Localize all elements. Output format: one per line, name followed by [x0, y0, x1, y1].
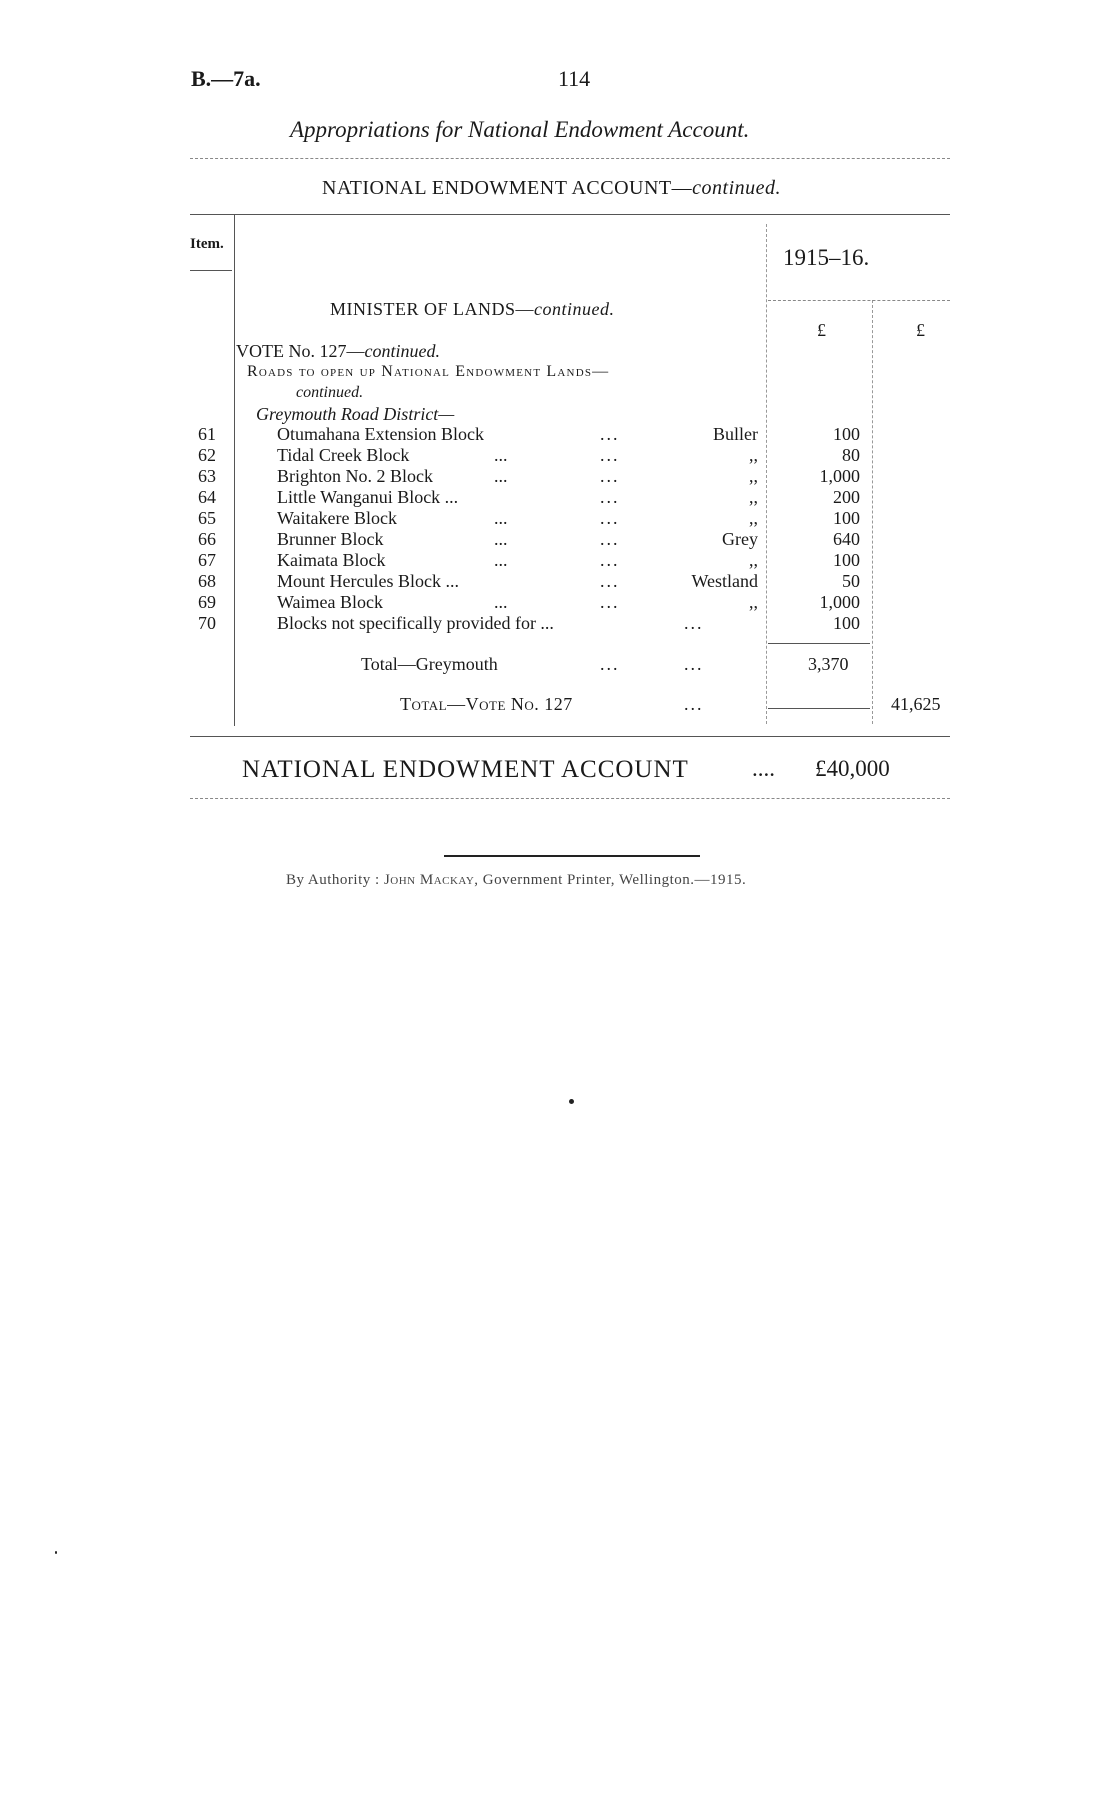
- item-number: 61: [198, 424, 216, 444]
- total-vote-amount: 41,625: [891, 694, 941, 714]
- vote-total-rule: [768, 708, 870, 709]
- subtotal-rule: [768, 643, 870, 644]
- item-amount: 100: [833, 508, 860, 528]
- item-leader-b: ...: [600, 424, 620, 444]
- item-amount: 1,000: [819, 466, 860, 486]
- item-leader-b: ...: [684, 613, 704, 633]
- table-row: [0, 613, 1114, 634]
- item-leader-a: ...: [494, 466, 508, 486]
- table-top-rule: [190, 214, 950, 215]
- item-amount: 640: [833, 529, 860, 549]
- table-row: [0, 466, 1114, 487]
- item-district: ,,: [749, 592, 758, 612]
- table-row: [0, 508, 1114, 529]
- item-number: 68: [198, 571, 216, 591]
- item-name: Otumahana Extension Block: [277, 424, 484, 444]
- item-leader-a: ...: [494, 529, 508, 549]
- item-district: Grey: [722, 529, 758, 549]
- district-heading: Greymouth Road District—: [256, 404, 455, 424]
- table-row: [0, 550, 1114, 571]
- total-vote-leader: ...: [684, 694, 704, 714]
- item-number: 62: [198, 445, 216, 465]
- table-row: [0, 592, 1114, 613]
- page-number: 114: [558, 66, 591, 91]
- item-name: Waimea Block: [277, 592, 384, 612]
- item-amount: 100: [833, 424, 860, 444]
- total-greymouth-label: Total—Greymouth: [361, 654, 498, 674]
- roads-heading-suffix: continued.: [296, 384, 364, 401]
- item-amount: 200: [833, 487, 860, 507]
- summary-amount: £40,000: [815, 756, 890, 781]
- printer-imprint: By Authority : John Mackay, Government Printer, Wellington.—1915.: [286, 872, 747, 888]
- item-leader-a: ...: [494, 445, 508, 465]
- table-row: [0, 424, 1114, 445]
- scan-speck: [569, 1099, 574, 1104]
- item-number: 70: [198, 613, 216, 633]
- item-name: Kaimata Block: [277, 550, 386, 570]
- item-district: ,,: [749, 508, 758, 528]
- vote-heading-suffix: continued.: [364, 341, 440, 361]
- section-title-suffix: continued.: [692, 177, 782, 199]
- currency-heading-2: £: [916, 320, 925, 340]
- total-vote-label: Total—Vote No. 127: [400, 694, 573, 714]
- currency-heading-1: £: [817, 320, 826, 340]
- item-district: ,,: [749, 466, 758, 486]
- total-greymouth-leader: ...: [600, 654, 620, 674]
- item-leader-b: ...: [600, 529, 620, 549]
- year-heading-underline: [768, 300, 950, 301]
- summary-label: NATIONAL ENDOWMENT ACCOUNT: [242, 756, 689, 783]
- item-number: 64: [198, 487, 216, 507]
- item-leader-b: ...: [600, 508, 620, 528]
- year-heading: 1915–16.: [783, 245, 870, 270]
- item-district: Westland: [691, 571, 758, 591]
- item-name: Brighton No. 2 Block: [277, 466, 433, 486]
- item-name: Waitakere Block: [277, 508, 397, 528]
- subtitle-rule: [190, 158, 950, 159]
- scan-speck: [55, 1551, 57, 1554]
- item-leader-b: ...: [600, 466, 620, 486]
- item-name: Blocks not specifically provided for ...: [277, 613, 554, 633]
- item-amount: 50: [842, 571, 860, 591]
- item-amount: 100: [833, 550, 860, 570]
- table-row: [0, 571, 1114, 592]
- item-district: ,,: [749, 487, 758, 507]
- total-greymouth-leader-2: ...: [684, 654, 704, 674]
- table-bottom-rule: [190, 736, 950, 737]
- imprint-rule: [444, 855, 700, 857]
- page-subtitle: Appropriations for National Endowment Account.: [290, 117, 750, 142]
- total-greymouth-amount: 3,370: [808, 654, 849, 674]
- printer-name: John Mackay: [383, 872, 475, 888]
- document-reference: B.—7a.: [191, 66, 261, 91]
- item-amount: 80: [842, 445, 860, 465]
- item-amount: 1,000: [819, 592, 860, 612]
- item-district: Buller: [713, 424, 758, 444]
- item-number: 63: [198, 466, 216, 486]
- table-row: [0, 445, 1114, 466]
- item-heading-underline: [190, 270, 232, 271]
- item-leader-b: ...: [600, 571, 620, 591]
- roads-heading: Roads to open up National Endowment Lands—: [247, 363, 610, 380]
- item-leader-a: ...: [494, 550, 508, 570]
- item-leader-b: ...: [600, 550, 620, 570]
- item-number: 69: [198, 592, 216, 612]
- minister-heading: MINISTER OF LANDS—continued.: [330, 299, 615, 319]
- item-number: 65: [198, 508, 216, 528]
- item-leader-b: ...: [600, 592, 620, 612]
- item-name: Mount Hercules Block ...: [277, 571, 459, 591]
- item-leader-b: ...: [600, 487, 620, 507]
- item-name: Tidal Creek Block: [277, 445, 410, 465]
- item-name: Brunner Block: [277, 529, 384, 549]
- vote-heading: VOTE No. 127—continued.: [236, 341, 440, 361]
- item-amount: 100: [833, 613, 860, 633]
- item-district: ,,: [749, 445, 758, 465]
- section-title: NATIONAL ENDOWMENT ACCOUNT—continued.: [322, 177, 782, 199]
- item-leader-a: ...: [494, 508, 508, 528]
- table-row: [0, 529, 1114, 550]
- summary-leader: ....: [752, 756, 775, 781]
- minister-heading-suffix: continued.: [534, 299, 615, 319]
- item-number: 66: [198, 529, 216, 549]
- item-name: Little Wanganui Block ...: [277, 487, 459, 507]
- table-row: [0, 487, 1114, 508]
- item-number: 67: [198, 550, 216, 570]
- item-district: ,,: [749, 550, 758, 570]
- item-leader-a: ...: [494, 592, 508, 612]
- summary-rule: [190, 798, 950, 799]
- item-leader-b: ...: [600, 445, 620, 465]
- item-column-heading: Item.: [190, 236, 224, 252]
